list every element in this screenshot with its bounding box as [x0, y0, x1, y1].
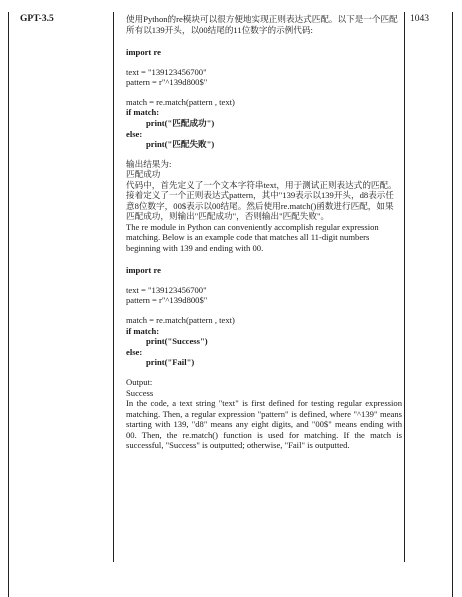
en-code-print-success: print("Success") [146, 336, 208, 347]
en-explanation: In the code, a text string "text" is first defined for testing regular expression matching. Then, a regular expression "pattern" is defined, where "^139" means starting with 139, "d8" means any eight digits, and "00$" means ending with 00. Then, the re.match() function is used for matching. If the match is successful, "Success" is outputted; otherwise, "Fail" is outputted. [126, 398, 402, 450]
en-code-text: text = "139123456700" [126, 284, 207, 295]
cn-code-print-fail: print("匹配失败") [146, 139, 215, 150]
en-code-print-fail: print("Fail") [146, 357, 195, 368]
table-column-divider [113, 12, 114, 562]
en-code-else: else: [126, 346, 143, 357]
en-code-match: match = re.match(pattern , text) [126, 315, 235, 326]
page-number: 1043 [410, 14, 429, 24]
cn-code-text: text = "139123456700" [126, 66, 207, 77]
en-code-if: if match: [126, 325, 160, 336]
cn-output-label: 输出结果为: [126, 158, 172, 169]
cn-code-if: if match: [126, 107, 160, 118]
cn-code-import: import re [126, 47, 161, 57]
cn-code-else: else: [126, 128, 143, 139]
en-output-value: Success [126, 387, 154, 398]
cn-intro: 使用Python的re模块可以很方便地实现正则表达式匹配。以下是一个匹配所有以139开头，以00结尾的11位数字的示例代码: [126, 14, 398, 35]
en-intro: The re module in Python can conveniently accomplish regular expression matching. Below is an example code that matches all 11-digit numbers beginning with 139 and ending with 00. [126, 221, 379, 253]
en-code-pattern: pattern = r"^139d800$" [126, 295, 208, 306]
table-right-border [452, 12, 453, 597]
model-label: GPT-3.5 [20, 14, 54, 24]
response-column [126, 14, 402, 451]
cn-code-match: match = re.match(pattern , text) [126, 96, 235, 107]
cn-explanation: 代码中，首先定义了一个文本字符串text，用于测试正则表达式的匹配。接着定义了一个正则表达式pattern，其中"139表示以139开头，d8表示任意8位数字，00$表示以00结尾。然后使用re.match()函数进行匹配，如果匹配成功，则输出"匹配成功"，否则输出"匹配失败"。 [126, 179, 397, 222]
cn-code-pattern: pattern = r"^139d800$" [126, 77, 208, 88]
cn-output-value: 匹配成功 [126, 169, 161, 180]
en-code-import: import re [126, 265, 161, 276]
cn-code-print-success: print("匹配成功") [146, 117, 215, 128]
table-left-border [8, 12, 9, 597]
table-column-divider [404, 12, 405, 562]
en-output-label: Output: [126, 377, 153, 387]
